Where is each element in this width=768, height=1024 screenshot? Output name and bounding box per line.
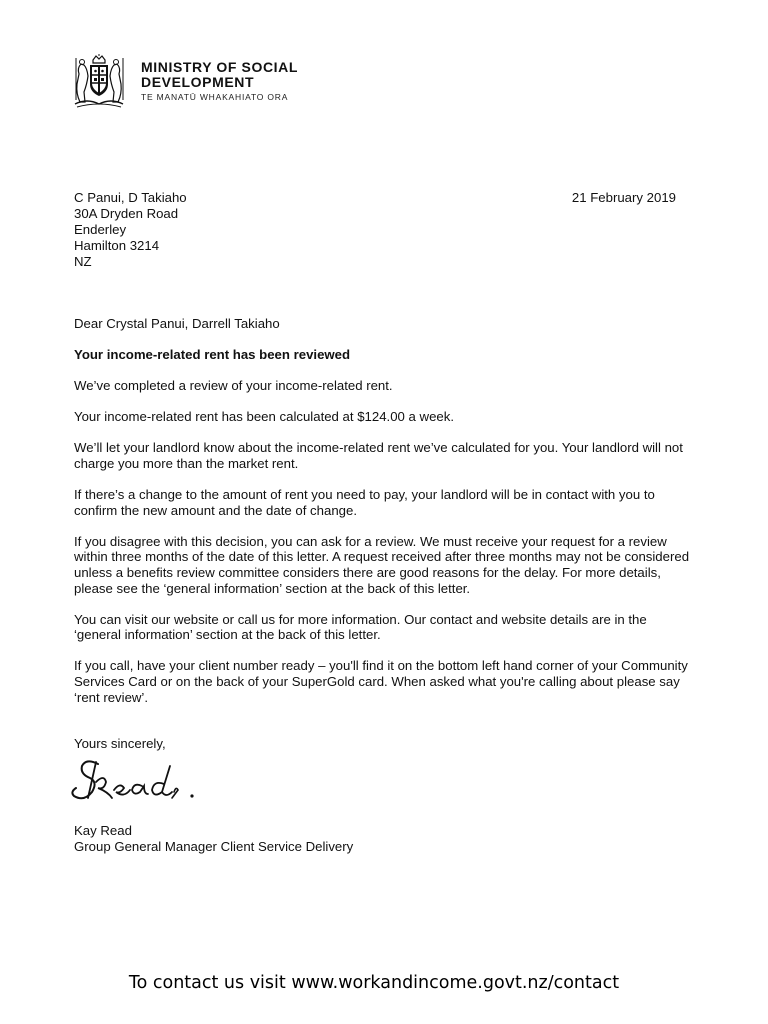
- signer-name: Kay Read: [74, 823, 132, 838]
- paragraph: If there’s a change to the amount of rent you need to pay, your landlord will be in contact with you to confirm the new amount and the date of change.: [74, 487, 655, 518]
- organization-maori-name: TE MANATŪ WHAKAHIATO ORA: [141, 92, 289, 102]
- address-line: C Panui, D Takiaho: [74, 190, 187, 205]
- subject-heading: Your income-related rent has been reviewed: [74, 347, 351, 363]
- paragraph: We’ll let your landlord know about the income-related rent we’ve calculated for you. Your landlord will not charge you more than the market rent.: [74, 440, 683, 471]
- paragraph: Your income-related rent has been calculated at $124.00 a week.: [74, 409, 455, 425]
- address-line: 30A Dryden Road: [74, 206, 179, 221]
- paragraph: You can visit our website or call us for more information. Our contact and website details are in the ‘general information’ section at the back of this letter.: [74, 611, 647, 643]
- contact-text: To contact us visit www.workandincome.govt.nz/contact: [128, 973, 620, 993]
- paragraph: If you disagree with this decision, you can ask for a review. We must receive your request for a review within three months of the date of this letter. A request received after three months may not be considered unless a benefits review committee considers there are good reasons for the delay. For more details, please see the ‘general information’ section at the back of this letter.: [74, 533, 690, 596]
- paragraph: We’ve completed a review of your income-related rent.: [74, 378, 393, 394]
- contact-footer: [0, 973, 768, 993]
- recipient-address: [74, 190, 187, 270]
- handwritten-signature: [68, 752, 208, 810]
- letter-date: 21 February 2019: [571, 190, 676, 205]
- salutation: Dear Crystal Panui, Darrell Takiaho: [74, 316, 280, 331]
- signer-block: [74, 823, 353, 855]
- paragraph: If you call, have your client number ready – you'll find it on the bottom left hand corner of your Community Services Card or on the back of your SuperGold card. When asked what you're calling about please say ‘rent review’.: [74, 658, 688, 705]
- letterhead: [67, 54, 367, 110]
- letter-body: [74, 316, 694, 721]
- organization-name: [141, 60, 298, 90]
- address-line: Hamilton 3214: [74, 238, 160, 253]
- nz-coat-of-arms-icon: [67, 54, 131, 110]
- address-line: Enderley: [74, 222, 127, 237]
- org-name-line-2: DEVELOPMENT: [141, 74, 255, 90]
- address-line: NZ: [74, 254, 92, 269]
- signer-title: Group General Manager Client Service Delivery: [74, 839, 354, 854]
- org-name-line-1: MINISTRY OF SOCIAL: [141, 59, 299, 75]
- closing: Yours sincerely,: [74, 736, 166, 751]
